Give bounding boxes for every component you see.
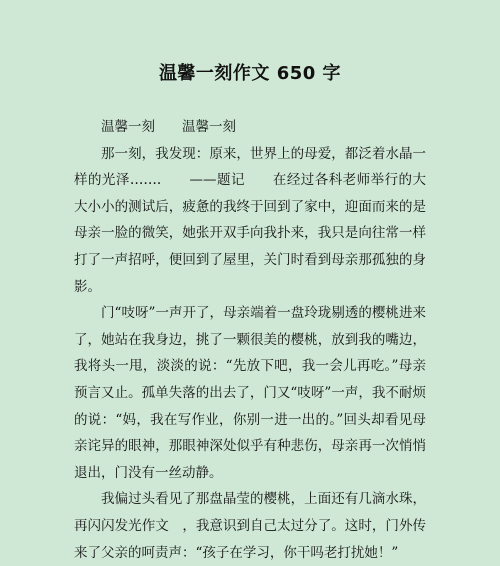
paragraph-1: 那一刻，我发现：原来，世界上的母爱，都泛着水晶一样的光泽……. ——题记 在经过各科老师举行的大大小小的测试后，疲惫的我终于回到了家中，迎面而来的是母亲一脸的微笑，她张开双手向我扑来，我只是向往常一样打了一声招呼，便回到了屋里，关门时看到母亲那孤独的身影。 (74, 145, 426, 295)
paragraph-heading: 温馨一刻 温馨一刻 (101, 119, 236, 135)
paragraph-2: 门“吱呀”一声开了，母亲端着一盘玲珑剔透的樱桃进来了，她站在我身边，挑了一颗很美的樱桃，放到我的嘴边，我将头一甩，淡淡的说：“先放下吧，我一会儿再吃。”母亲预言又止。孤单失落的出去了，门又“吱呀”一声，我不耐烦的说：“妈，我在写作业，你别一进一出的。”回头却看见母亲诧异的眼神，那眼神深处似乎有种悲伤，母亲再一次悄悄退出，门没有一丝动静。 (74, 305, 426, 481)
paragraph-3: 我偏过头看见了那盘晶莹的樱桃，上面还有几滴水珠，再闪闪发光作文 ，我意识到自己太过分了。这时，门外传来了父亲的呵责声：“孩子在学习，你干吗老打扰她！” (74, 491, 426, 561)
document-title: 温馨一刻作文 650 字 (158, 63, 342, 84)
